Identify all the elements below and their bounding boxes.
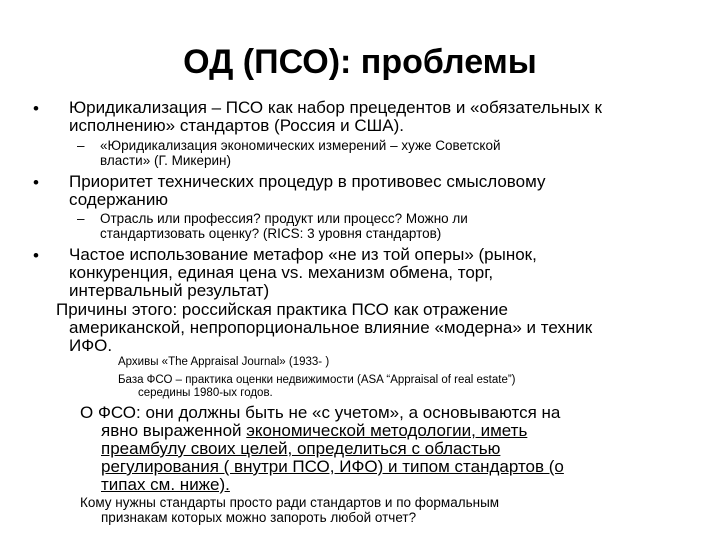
fso-base-note: База ФСО – практика оценки недвижимости (ASA “Appraisal of real estate”) середины 1980-ых годов. <box>118 374 516 399</box>
slide-title: ОД (ПСО): проблемы <box>183 43 537 81</box>
underlined-text: экономической методологии, иметь <box>246 421 528 440</box>
sub-bullet-2-text: Отрасль или профессия? продукт или процесс? Можно ли стандартизовать оценку? (RICS: 3 уровня стандартов) <box>100 211 468 241</box>
archives-note: Архивы «The Appraisal Journal» (1933- ) <box>118 356 330 368</box>
dash-marker: – <box>77 211 85 226</box>
bullet-marker: • <box>33 246 39 265</box>
dash-marker: – <box>77 138 85 153</box>
causes-paragraph: Причины этого: российская практика ПСО как отражение американской, непропорциональное влияние «модерна» и техник ИФО. <box>56 300 593 355</box>
sub-bullet-1-text: «Юридикализация экономических измерений – хуже Советской власти» (Г. Микерин) <box>100 138 501 168</box>
bullet-marker: • <box>33 173 39 192</box>
bullet-marker: • <box>33 99 39 118</box>
bullet-2-text: Приоритет технических процедур в противовес смысловому содержанию <box>69 172 546 209</box>
question-paragraph: Кому нужны стандарты просто ради стандартов и по формальным признакам которых можно запороть любой отчет? <box>80 495 500 525</box>
bullet-1-text: Юридикализация – ПСО как набор прецедентов и «обязательных к исполнению» стандартов (Россия и США). <box>69 98 602 135</box>
bullet-3-text: Частое использование метафор «не из той оперы» (рынок, конкуренция, единая цена vs. механизм обмена, торг, интервальный результат) <box>69 245 537 300</box>
fso-paragraph: О ФСО: они должны быть не «с учетом», а основываются на явно выраженной экономической методологии, иметь преамбулу своих целей, определиться с областью регулирования ( внутри ПСО, ИФО) и типом стандартов (о типах см. ниже). <box>80 403 564 494</box>
